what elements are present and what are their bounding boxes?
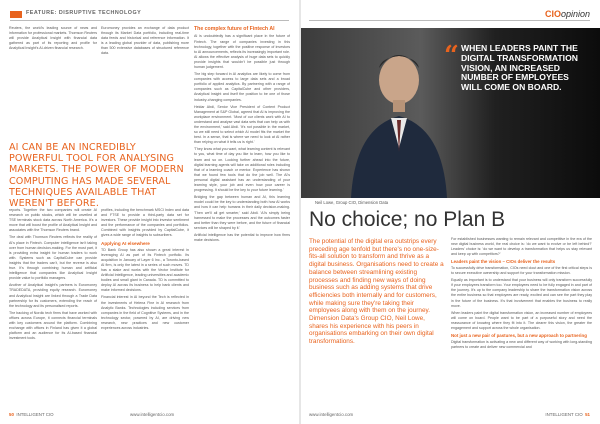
paragraph: Euromoney provides an exchange of data product through its Market Data portfolio, including real-time data feeds and historical and reference information. It is a leading global provider of data, publishing more than 500 extensive databases of structured reference data. xyxy=(101,26,189,56)
subheading: The complex future of Fintech AI xyxy=(194,26,275,32)
paragraph: When leaders paint the digital transformation vision, an increased number of employees will come on board. People want to be part of a purposeful story and need the reassurance of knowing where they fit into it. The clearer this vision, the greater the engagement and support across the whole organisation. xyxy=(451,310,592,330)
paragraph: 'They know what you want, what learning content is relevant to you, what time of day you like to learn, how you like to learn and so on. Looking further ahead into the future, digital learning agents will take on additional roles including that of a learning coach or mentor. Experience has shown that we found few tools that do the job well. The AI's personal digital assistant has an understanding of your learning style, your job and even how your career is progressing. It should be the key to your future learning.' xyxy=(194,147,290,193)
paragraph: reports. Together the two companies will create AI research on public stocks, which will be unveiled at TSE terminals stock data across North America. It's a move that will boost the profile of Analytical Insight and associates with the Thomson Reuters brand. xyxy=(9,208,97,233)
left-col1-top xyxy=(9,26,97,138)
paragraph: TD Bank Group has also shown a great interest in leveraging AI as part of its Fintech portfolio. Its acquisition in January of Layer 6 Inc., a Toronto-based AI firm, is only the latest in a series of such moves. TD has a stake and works with the Vector Institute for Artificial Intelligence, leading universities and academic bodies and small giant in Canada. TD is committed to deploy AI across its business to help bank clients and make informed decisions. xyxy=(101,247,189,293)
right-body-column xyxy=(451,237,592,352)
paragraph: Financial interest in AI beyond the Tech is reflected in the investments of Helena Fine in AI research from Analytic Banks. Technologies including services from companies in the field of Cognitive Systems, and in the technology sector, powered by AI, are driving new research, new practices and new customer experiences across industries. xyxy=(101,295,189,330)
brand-header xyxy=(309,9,590,21)
left-footer xyxy=(9,412,54,417)
paragraph: profiles, including the benchmark MSCI Index and data and FTSE to provide a third-party data set for investors. These provide insight into investor sentiment and the performance of the companies and portfolios. Combined with insights provided by CapitalCube, it gives a wide range of insights to subscribers. xyxy=(101,208,189,238)
pull-quote: AI CAN BE AN INCREDIBLY POWERFUL TOOL FOR ANALYSING MARKETS. THE POWER OF MODERN COMPUTING HAS MADE SEVERAL TECHNIQUES AVAILABLE THAT WEREN'T BEFORE. xyxy=(9,142,184,210)
section-label: FEATURE: DISRUPTIVE TECHNOLOGY xyxy=(26,10,142,16)
paragraph: Artificial intelligence has the potential to improve how firms make decisions. xyxy=(194,232,290,242)
left-col3 xyxy=(194,26,290,406)
photo-caption: Neil Lowe, Group CIO, Dimension Data xyxy=(315,200,389,205)
paragraph: To successfully drive transformation, CIOs need clout and one of the first critical steps is to secure executive ownership and support for your transformation mission. xyxy=(451,265,592,276)
paragraph: Another of Analytical Insight's partners is Euromoney TRADEDATA, providing equity research. Euromoney and Analytical Insight are linked through a Trade Data partnership for its customers, extending the reach of the technology and its personalised reports. xyxy=(9,283,97,308)
left-col1-bottom xyxy=(9,208,97,406)
quote-mark-icon: “ xyxy=(444,41,459,71)
lead-paragraph: The potential of the digital era outstrips every preceding age tenfold but there's no one-size-fits-all solution to transform and thrive as a digital business. Organisations need to create a balance between streamlining existing processes and finding new ways of doing business such as adding systems that drive efficiencies both internally and for customers, while making sure they're taking their employees along with them on the journey. Dimension Data's Group CIO, Neil Lowe, shares his experience with his peers in organisations embarking on their own digital transformations. xyxy=(309,238,444,346)
paragraph: Heidar Abdi, Senior Vice President of Content Product Management at S&P Global, agreed that AI is improving the workplace environment. 'Most of our clients work with AI to understand and analyse vast data sets that can help us with the environment,' said Abdi. 'It's not possible in the market, so we still need to select which AI model fits the market the best. In a sense, that is where we need to look at AI rather than relying on what it tells us is right.' xyxy=(194,104,290,145)
left-footer-url[interactable]: www.intelligentcio.com xyxy=(130,412,175,417)
paragraph: Bridging the gap between human and AI, this learning model could be the key to understanding both how AI works and how it can help humans in their daily decision-making. 'Then we'll all get smarter,' said Abdi. 'AI's simply being harnessed to make the processes and the outcomes faster and better than they were before, and the future of financial services will be shaped by it.' xyxy=(194,195,290,230)
left-col2-bottom xyxy=(101,208,189,406)
paragraph: Digital transformation is activating a new and different way of working with long-standing partners to create and deliver new commercial and xyxy=(451,339,592,349)
left-col2-top xyxy=(101,26,189,138)
right-footer xyxy=(545,412,590,417)
portrait-photo xyxy=(341,28,451,198)
right-page xyxy=(301,0,600,424)
subheading: Applying AI elsewhere xyxy=(101,240,150,246)
page-number: 51 xyxy=(585,412,590,417)
hero-quote: WHEN LEADERS PAINT THE DIGITAL TRANSFORMATION VISION, AN INCREASED NUMBER OF EMPLOYEES WILL COME ON BOARD. xyxy=(461,43,578,93)
paragraph: AI is undoubtedly has a significant place in the future of Fintech. The range of companies investing in this technology, together with the positive response of investors to AI announcements, reflects its increasingly important role. AI allows the effective analysis of huge data sets to quickly provide insights that wouldn't be possible just through human judgement. xyxy=(194,34,290,69)
paragraph: The big step forward in AI analytics are likely to come from companies with access to large data sets and a broad portfolio of applied analytics. By partnering with a range of companies such as CapitalCube and other providers, Analytical Insight and itself the position to be one of those industry-changing companies. xyxy=(194,72,290,102)
paragraph: The backing of Nordic tech firms that have worked with offices across Europe, it connects financial terminals with key customers around the platform. Combining exchange with offices in Finland has given it a global platform and an audience for its AI-based financial investment tools. xyxy=(9,310,97,341)
subheading: Leaders paint the vision – CIOs deliver the results xyxy=(451,259,556,265)
paragraph: Reuters, the world's leading source of news and information for professional markets. Thomson Reuters will provide Analytical Insight with financial data gathered as part of its reporting and profile for Analytical Insight's AI-driven financial research. xyxy=(9,26,97,51)
article-headline: No choice; no Plan B xyxy=(309,208,506,231)
page-number: 50 xyxy=(9,412,14,417)
paragraph: For established businesses wanting to remain relevant and competitive in the era of the new digital business world, the real choice is: 'do we want to evolve or be left behind?' Leaders' choice is: 'do we want to develop a transformation that helps us stay relevant and keep up with competitors?' xyxy=(451,237,592,257)
right-footer-url[interactable]: www.intelligentcio.com xyxy=(309,412,354,417)
subheading: Not just a new pair of pastures, but a new approach to partnering xyxy=(451,333,587,339)
paragraph: Equally as important is to understand that your business will only transform successfully if your employees transform too. Your employees need to be fully engaged in and part of the journey. It's up to the company leadership to share the transformation vision across the entire business so that employees are ready, excited and can see the part they play in the future of the business. It's that involvement that enables the business to really move. xyxy=(451,278,592,308)
hero-image xyxy=(301,28,600,198)
section-marker xyxy=(10,11,22,18)
left-page xyxy=(0,0,299,424)
paragraph: The deal with Thomson Reuters reflects the reality of AI's place in Fintech. Computer intelligence isn't taking over from human decision-making. For the most part, it is providing extra insight for human traders to work with. Systems such as CapitalCube can provide insights that the traders can't, but the reverse is also true. It's through combining human and artificial intelligence that companies like Analytical Insight provide value to portfolio managers. xyxy=(9,235,97,281)
publication-name: INTELLIGENT CIO xyxy=(545,412,583,417)
brand-logo: CIOopinion xyxy=(544,9,590,19)
section-header xyxy=(10,9,289,21)
publication-name: INTELLIGENT CIO xyxy=(16,412,54,417)
